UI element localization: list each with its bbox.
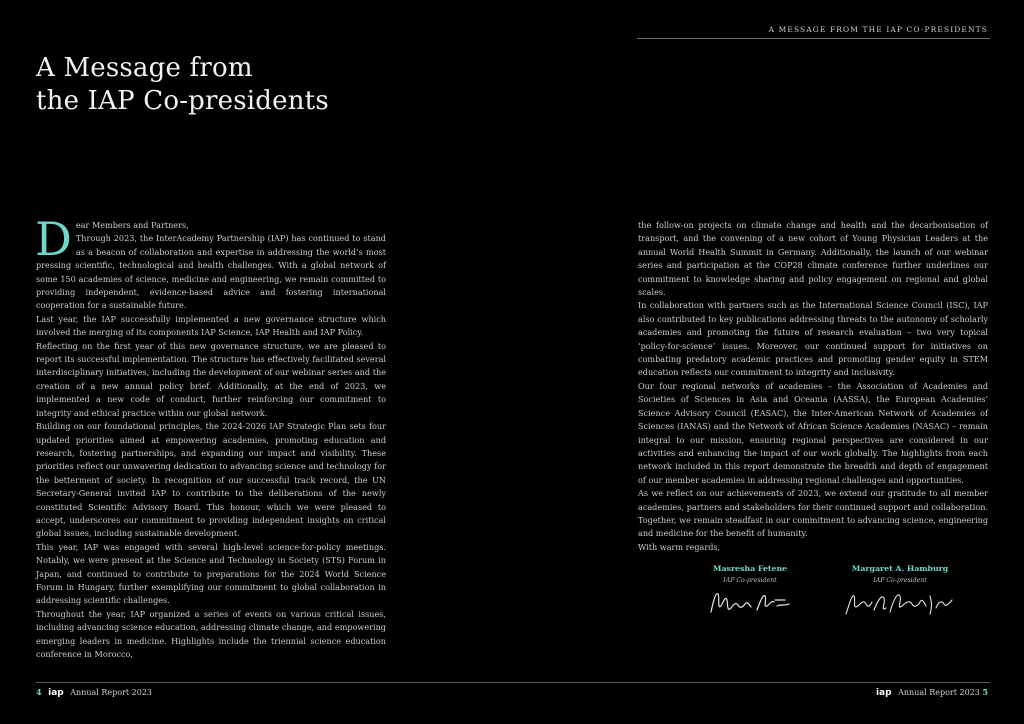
- signatory-name: Masresha Fetene: [712, 564, 788, 573]
- body-paragraph: Reflecting on the first year of this new governance structure, we are pleased to report its successful implementation. The structure has effectively facilitated several interdisciplinary initiatives, including the development of our webinar series and the creation of a new annual policy brief. Additionally, at the end of 2023, we implemented a new code of conduct, further reinforcing our commitment to integrity and ethical practice within our global network.: [36, 340, 386, 418]
- body-paragraph: Last year, the IAP successfully implemented a new governance structure which involved the merging of its components IAP Science, IAP Health and IAP Policy.: [36, 313, 386, 338]
- handwritten-signature-icon: [705, 588, 795, 618]
- salutation-text: ear Members and Partners,: [75, 220, 189, 230]
- body-paragraph: Through 2023, the InterAcademy Partnership (IAP) has continued to stand as a beacon of collaboration and expertise in addressing the world’s most pressing scientific, technological and health challenges. With a global network of some 150 academies of science, medicine and engineering, we remain committed to providing independent, evidence-based advice and fostering international cooperation for a sustainable future.: [36, 233, 386, 311]
- right-page: [512, 0, 1024, 724]
- signature-masresha-fetene: [680, 564, 820, 618]
- iap-logo: iap: [875, 688, 892, 698]
- signature-margaret-hamburg: [830, 564, 970, 618]
- body-paragraph: Our four regional networks of academies – the Association of Academies and Societies of Sciences in Asia and Oceania (AASSA), the European Academies’ Science Advisory Council (EASAC), the Inter-American Network of Academies of Sciences (IANAS) and the Network of African Science Academies (NASAC) – remain integral to our mission, ensuring regional perspectives are considered in our activities and enhancing the impact of our work globally. The highlights from each network included in this report demonstrate the breadth and depth of engagement of our member academies in addressing regional challenges and opportunities.: [638, 380, 988, 485]
- page-title: [36, 52, 329, 118]
- footer-rule: [36, 682, 512, 683]
- footer-rule: [512, 682, 990, 683]
- page-number: 4: [36, 687, 42, 697]
- iap-logo: iap: [48, 688, 64, 698]
- body-paragraph: As we reflect on our achievements of 2023, we extend our gratitude to all member academies, partners and stakeholders for their continued support and collaboration. Together, we remain steadfast in our commitment to advancing science, engineering and medicine for the benefit of humanity.: [638, 488, 988, 539]
- right-body-column: [638, 219, 988, 554]
- body-paragraph: Building on our foundational principles, the 2024-2026 IAP Strategic Plan sets four updated priorities aimed at empowering academies, promoting education and research, fostering partnerships, and expanding our impact and visibility. These priorities reflect our unwavering dedication to advancing science and technology for the betterment of society. In recognition of our successful track record, the UN Secretary-General invited IAP to contribute to the deliberations of the newly constituted Scientific Advisory Board. This honour, which we were pleased to accept, underscores our commitment to providing independent insights on critical global issues, including sustainable development.: [36, 421, 386, 539]
- left-body-column: [35, 212, 386, 661]
- handwritten-signature-icon: [840, 588, 960, 618]
- running-head: A MESSAGE FROM THE IAP CO-PRESIDENTS: [768, 25, 988, 34]
- title-line-1: A Message from: [36, 53, 253, 83]
- drop-cap: D: [35, 212, 72, 266]
- signature-block: [680, 564, 980, 624]
- salutation-paragraph: [35, 212, 386, 266]
- report-label: Annual Report 2023: [898, 688, 980, 697]
- right-footer: [872, 687, 988, 698]
- header-rule: [637, 38, 990, 39]
- signatory-role: IAP Co-president: [873, 577, 927, 584]
- body-paragraph: the follow-on projects on climate change and health and the decarbonisation of transport, and the convening of a new cohort of Young Physician Leaders at the annual World Health Summit in Germany. Additionally, the launch of our webinar series and participation at the COP28 climate conference further underlines our commitment to knowledge sharing and policy engagement on regional and global scales.: [638, 220, 988, 298]
- signatory-role: IAP Co-president: [723, 577, 777, 584]
- title-line-2: the IAP Co-presidents: [36, 86, 329, 116]
- body-paragraph: Throughout the year, IAP organized a series of events on various critical issues, including advancing science education, addressing climate change, and empowering emerging leaders in medicine. Highlights include the triennial science education conference in Morocco,: [36, 608, 386, 659]
- body-paragraph: In collaboration with partners such as the International Science Council (ISC), IAP also contributed to key publications addressing threats to the autonomy of scholarly academies and promoting the future of research evaluation – two very topical ‘policy-for-science’ issues. Moreover, our continued support for initiatives on combating predatory academic practices and promoting gender equity in STEM education reflects our commitment to integrity and inclusivity.: [638, 300, 988, 378]
- page-number: 5: [982, 687, 988, 697]
- left-footer: [36, 687, 152, 698]
- body-paragraph: This year, IAP was engaged with several high-level science-for-policy meetings. Notably, we were present at the Science and Technology in Society (STS) Forum in Japan, and continued to contribute to preparations for the 2024 World Science Forum in Hungary, further exemplifying our commitment to global collaboration in addressing scientific challenges.: [36, 541, 386, 606]
- report-label: Annual Report 2023: [70, 688, 153, 697]
- signatory-name: Margaret A. Hamburg: [851, 564, 949, 573]
- closing-line: With warm regards,: [638, 541, 721, 552]
